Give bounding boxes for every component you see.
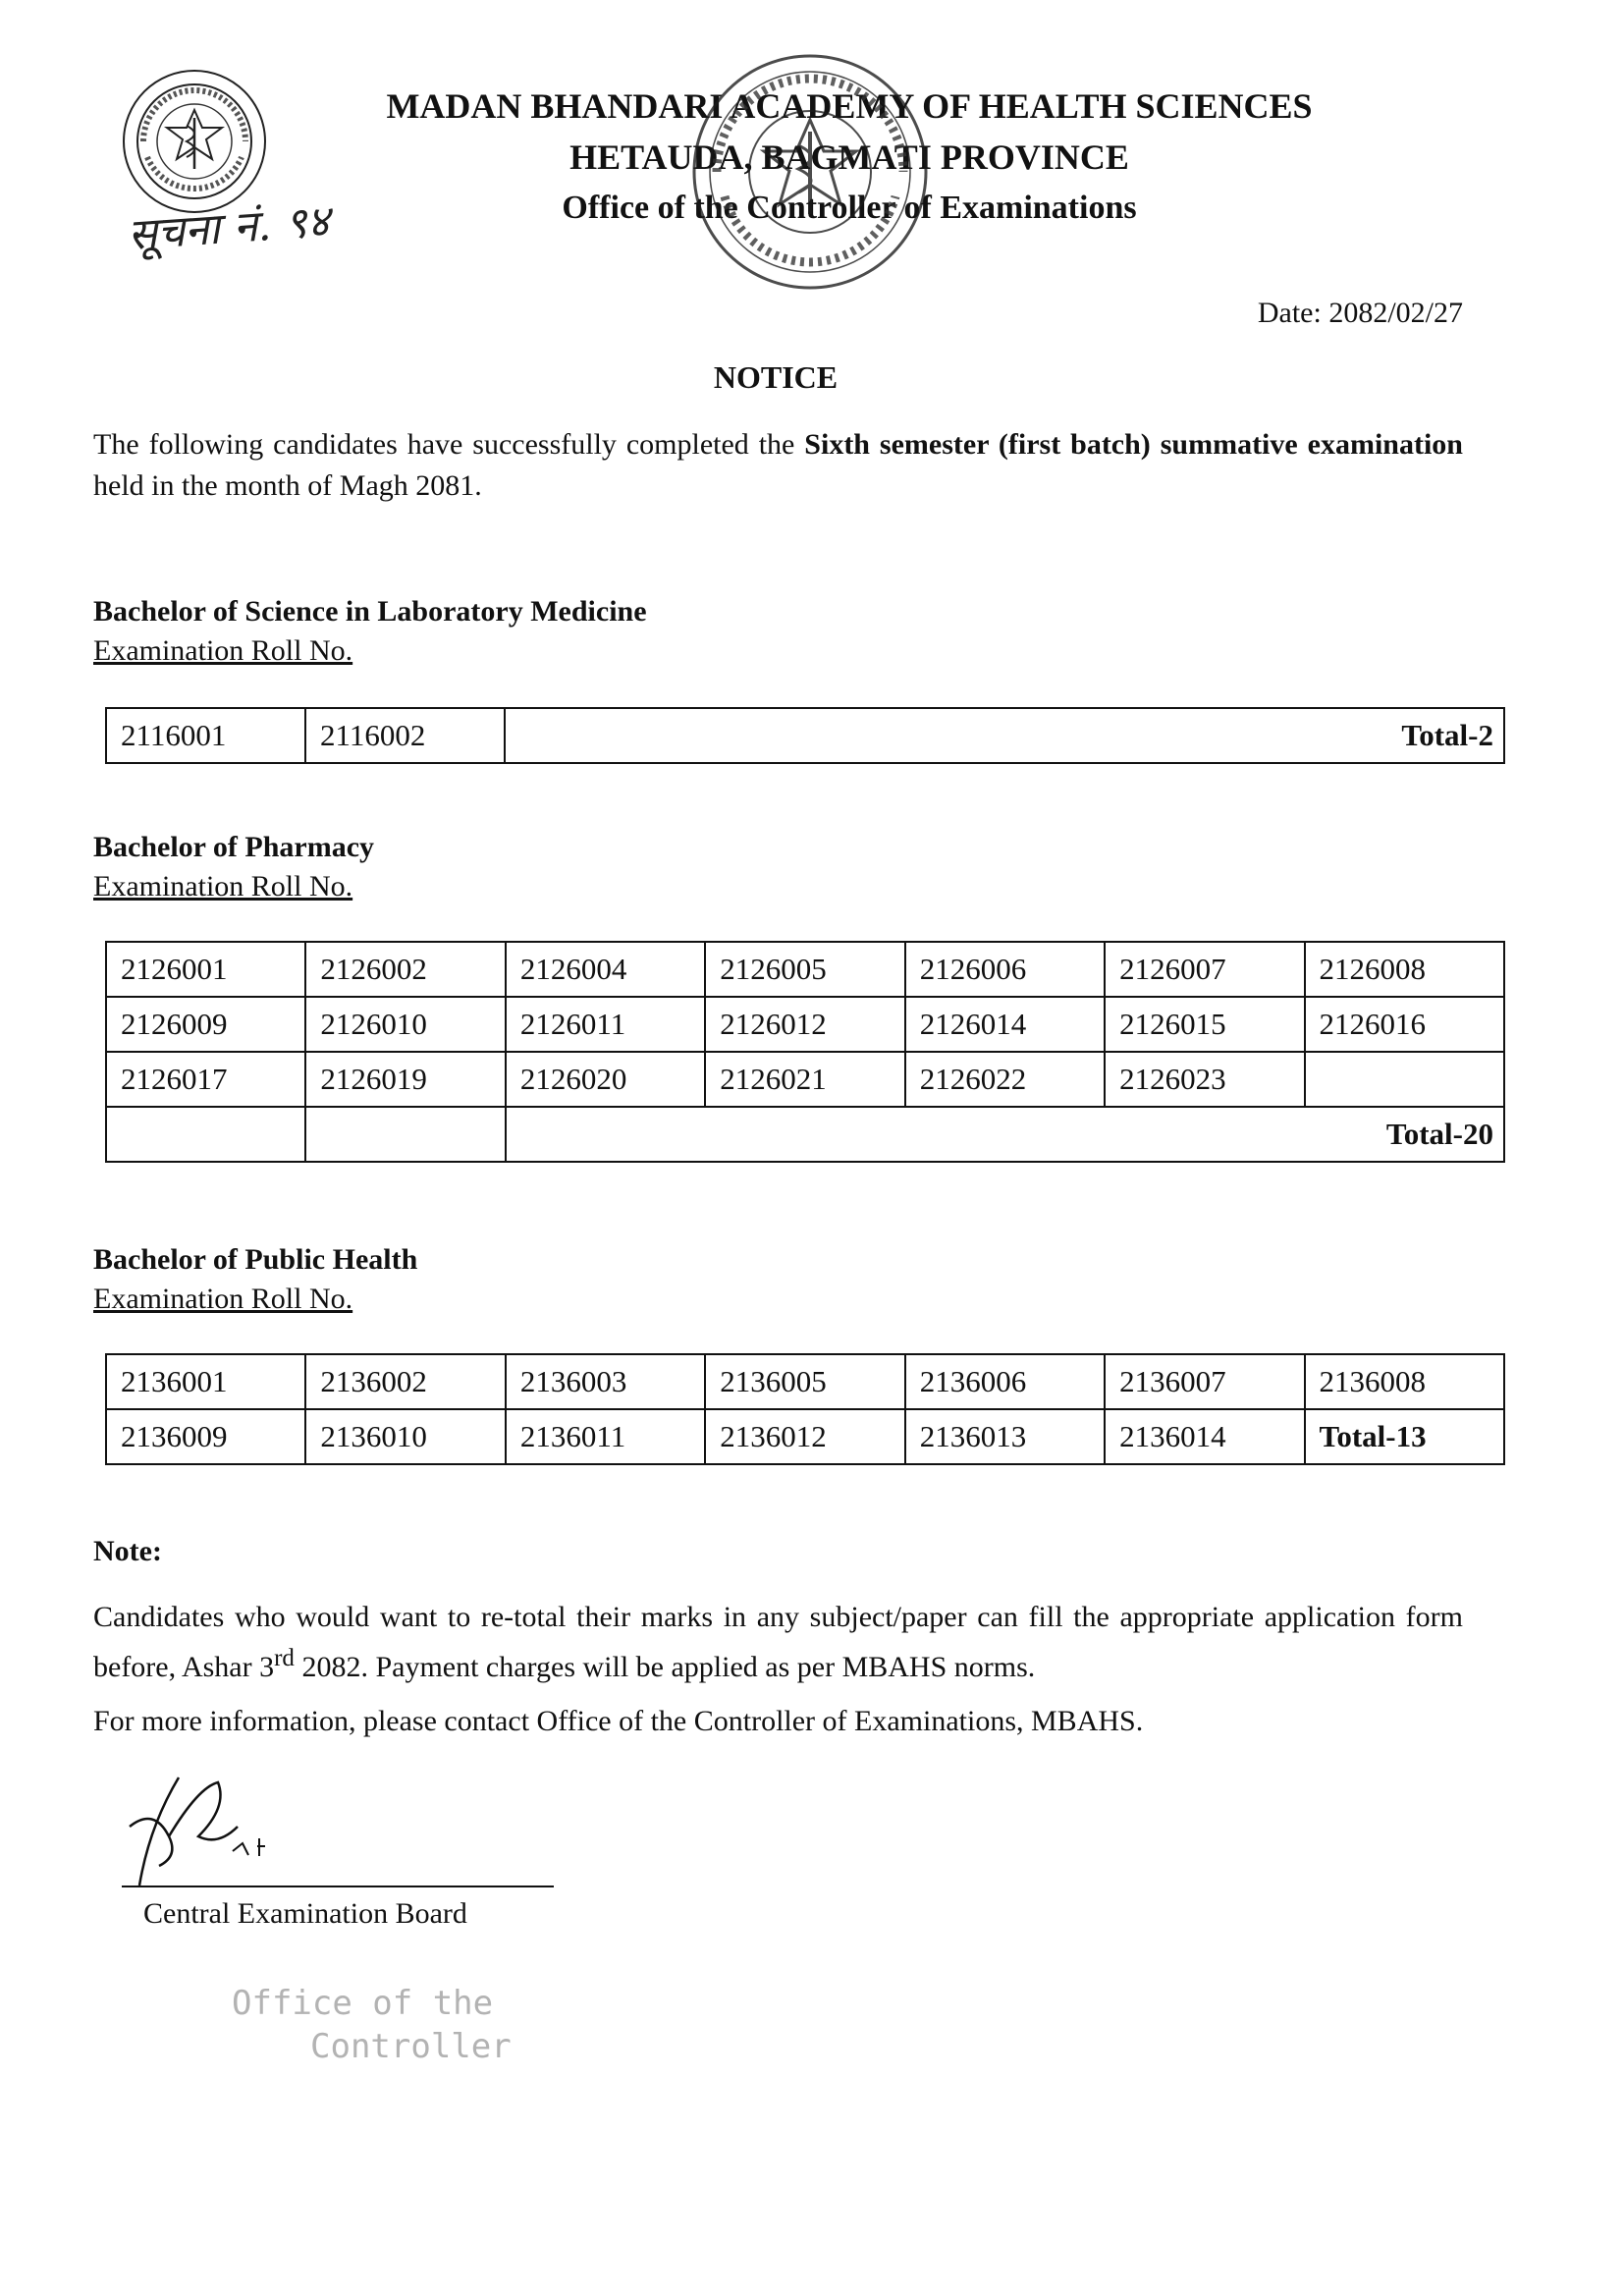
roll-cell: 2136002 [305,1354,505,1409]
signatory-title: Central Examination Board [143,1897,467,1930]
roll-cell: 2126020 [506,1052,705,1107]
total-cell: Total-13 [1305,1409,1504,1464]
empty-cell [305,1107,505,1162]
roll-cell: 2126012 [705,997,904,1052]
roll-table-pharmacy [105,941,1505,1163]
roll-cell: 2136012 [705,1409,904,1464]
notice-title: NOTICE [713,359,839,395]
institution-location: HETAUDA, BAGMATI PROVINCE [569,137,1129,177]
handwritten-signature [110,1768,306,1905]
roll-cell: 2126015 [1105,997,1304,1052]
table-row [106,1052,1504,1107]
note-title: Note: [93,1535,162,1567]
roll-cell: 2126011 [506,997,705,1052]
roll-cell: 2126005 [705,942,904,997]
roll-cell: 2136011 [506,1409,705,1464]
section-subtitle-public-health: Examination Roll No. [93,1283,353,1315]
office-rubber-stamp: Office of the Controller [232,1984,512,2066]
roll-cell: 2136008 [1305,1354,1504,1409]
roll-cell: 2126007 [1105,942,1304,997]
roll-cell: 2116001 [106,708,305,763]
notice-date: Date: 2082/02/27 [1257,297,1463,329]
table-row [106,942,1504,997]
note-paragraph-contact: For more information, please contact Office of the Controller of Examinations, MBAHS. [93,1705,1144,1737]
roll-cell: 2126002 [305,942,505,997]
table-row [106,1107,1504,1162]
note-paragraph-retotal: Candidates who would want to re-total their marks in any subject/paper can fill the appropriate application form before, Ashar 3rd 2082. Payment charges will be applied as per MBAHS norms. [93,1601,1463,1683]
section-subtitle-pharmacy: Examination Roll No. [93,870,353,902]
section-title-lab-medicine: Bachelor of Science in Laboratory Medicine [93,595,647,628]
official-seal-stamp [687,49,933,295]
roll-cell: 2136001 [106,1354,305,1409]
handwritten-notice-number: सूचना नं. ९४ [126,195,332,261]
roll-cell: 2126017 [106,1052,305,1107]
section-title-pharmacy: Bachelor of Pharmacy [93,831,375,863]
roll-cell: 2136007 [1105,1354,1304,1409]
section-subtitle-lab-medicine: Examination Roll No. [93,634,353,667]
roll-cell: 2126014 [905,997,1105,1052]
roll-cell: 2136003 [506,1354,705,1409]
roll-cell [1305,1052,1504,1107]
roll-cell: 2126001 [106,942,305,997]
roll-cell: 2116002 [305,708,505,763]
roll-table-public-health [105,1353,1505,1465]
roll-cell: 2126019 [305,1052,505,1107]
roll-cell: 2136009 [106,1409,305,1464]
table-row [106,708,1504,763]
roll-cell: 2136005 [705,1354,904,1409]
signature-line [122,1886,554,1887]
institution-logo [120,67,269,216]
table-row [106,1409,1504,1464]
roll-cell: 2126010 [305,997,505,1052]
total-cell: Total-2 [505,708,1504,763]
empty-cell [106,1107,305,1162]
table-row [106,997,1504,1052]
roll-cell: 2136010 [305,1409,505,1464]
roll-cell: 2126009 [106,997,305,1052]
roll-cell: 2126023 [1105,1052,1304,1107]
office-name: Office of the Controller of Examinations [562,190,1137,226]
roll-cell: 2136013 [905,1409,1105,1464]
roll-cell: 2126004 [506,942,705,997]
table-row [106,1354,1504,1409]
intro-paragraph: The following candidates have successfully completed the Sixth semester (first batch) summative examination held in the month of Magh 2081. [93,428,1463,502]
roll-table-lab-medicine [105,707,1505,764]
intro-emphasis: Sixth semester (first batch) summative examination [804,428,1463,461]
roll-cell: 2136006 [905,1354,1105,1409]
section-title-public-health: Bachelor of Public Health [93,1243,418,1276]
roll-cell: 2126022 [905,1052,1105,1107]
total-cell: Total-20 [506,1107,1504,1162]
roll-cell: 2136014 [1105,1409,1304,1464]
roll-cell: 2126006 [905,942,1105,997]
institution-name: MADAN BHANDARI ACADEMY OF HEALTH SCIENCES [386,86,1313,126]
roll-cell: 2126016 [1305,997,1504,1052]
roll-cell: 2126021 [705,1052,904,1107]
roll-cell: 2126008 [1305,942,1504,997]
